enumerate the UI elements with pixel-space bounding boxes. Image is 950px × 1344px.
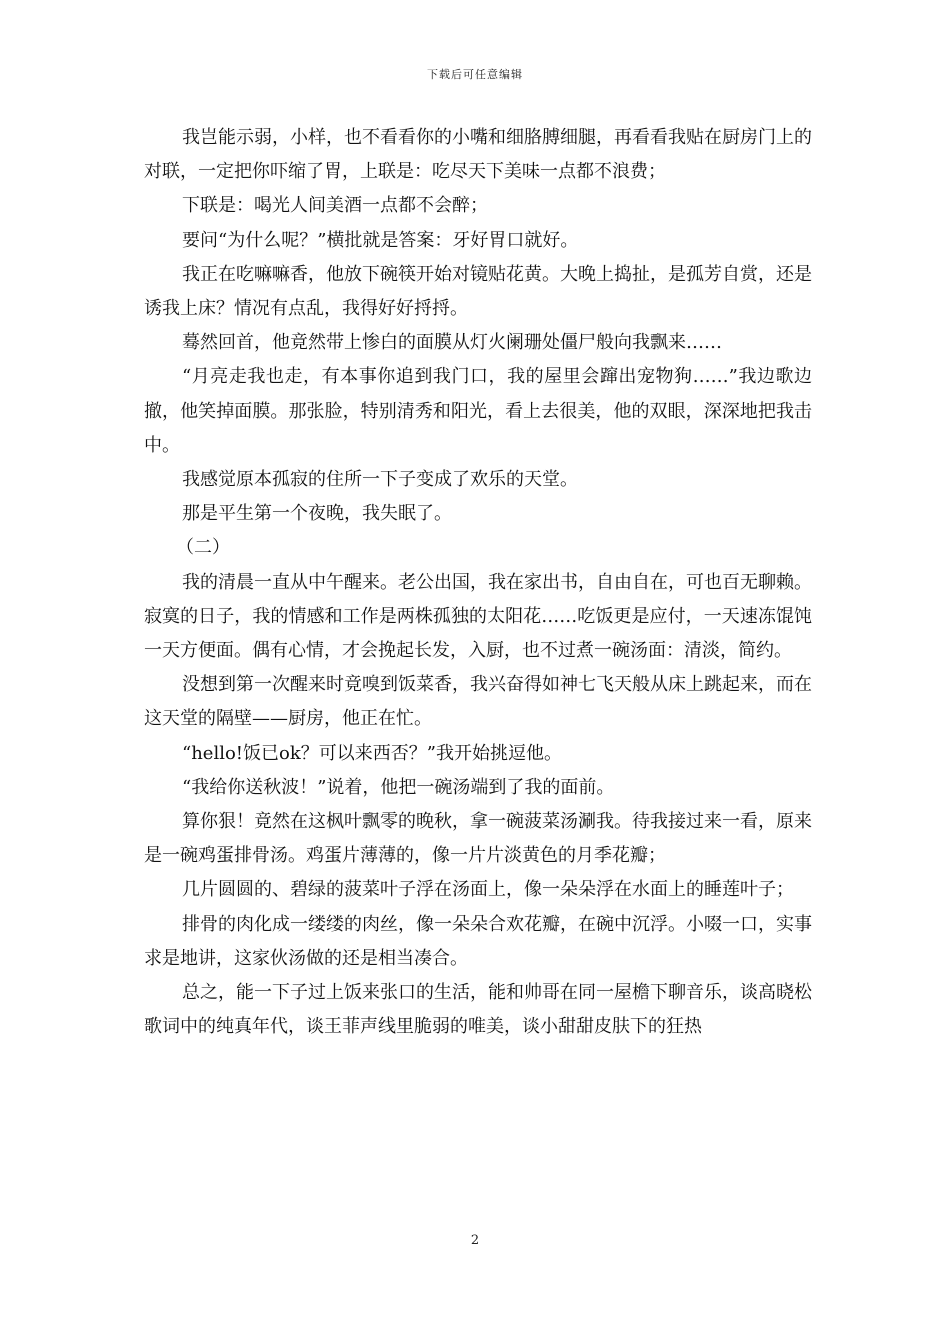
- paragraph: 我感觉原本孤寂的住所一下子变成了欢乐的天堂。: [182, 469, 578, 491]
- section-heading: （二）: [176, 537, 230, 559]
- paragraph: “我给你送秋波！”说着，他把一碗汤端到了我的面前。: [182, 776, 615, 798]
- paragraph: 几片圆圆的、碧绿的菠菜叶子浮在汤面上，像一朵朵浮在水面上的睡莲叶子；: [182, 879, 794, 901]
- page-number: 2: [470, 1233, 480, 1248]
- paragraph: 我岂能示弱，小样，也不看看你的小嘴和细胳膊细腿，再看看我贴在厨房门上的对联，一定把你吓缩了胃，上联是：吃尽天下美味一点都不浪费；: [144, 127, 812, 183]
- paragraph: 没想到第一次醒来时竟嗅到饭菜香，我兴奋得如神七飞天般从床上跳起来，而在这天堂的隔壁——厨房，他正在忙。: [144, 674, 812, 730]
- paragraph: 我正在吃嘛嘛香，他放下碗筷开始对镜贴花黄。大晚上捣扯，是孤芳自赏，还是诱我上床？情况有点乱，我得好好捋捋。: [144, 263, 812, 320]
- paragraph: 总之，能一下子过上饭来张口的生活，能和帅哥在同一屋檐下聊音乐，谈高晓松歌词中的纯真年代，谈王菲声线里脆弱的唯美，谈小甜甜皮肤下的狂热: [144, 982, 812, 1038]
- paragraph: 要问“为什么呢？”横批就是答案：牙好胃口就好。: [182, 229, 579, 251]
- paragraph: 那是平生第一个夜晚，我失眠了。: [182, 503, 452, 525]
- paragraph: 我的清晨一直从中午醒来。老公出国，我在家出书，自由自在，可也百无聊赖。寂寞的日子，我的情感和工作是两株孤独的太阳花……吃饭更是应付，一天速冻馄饨一天方便面。偶有心情，才会挽起长发，入厨，也不过煮一碗汤面：清淡，简约。: [144, 571, 812, 662]
- paragraph: 算你狠！竟然在这枫叶飘零的晚秋，拿一碗菠菜汤涮我。待我接过来一看，原来是一碗鸡蛋排骨汤。鸡蛋片薄薄的，像一片片淡黄色的月季花瓣；: [144, 811, 812, 867]
- document-body: [144, 121, 812, 1044]
- paragraph: “hello!饭已ok？可以来西否？”我开始挑逗他。: [182, 742, 562, 764]
- paragraph: 蓦然回首，他竟然带上惨白的面膜从灯火阑珊处僵尸般向我飘来……: [182, 332, 722, 354]
- paragraph: 排骨的肉化成一缕缕的肉丝，像一朵朵合欢花瓣，在碗中沉浮。小啜一口，实事求是地讲，这家伙汤做的还是相当凑合。: [144, 913, 812, 969]
- paragraph: 下联是：喝光人间美酒一点都不会醉；: [182, 195, 488, 217]
- page-header: 下载后可任意编辑: [427, 68, 523, 81]
- paragraph: “月亮走我也走，有本事你追到我门口，我的屋里会蹿出宠物狗……”我边歌边撤，他笑掉面膜。那张脸，特别清秀和阳光，看上去很美，他的双眼，深深地把我击中。: [144, 366, 812, 456]
